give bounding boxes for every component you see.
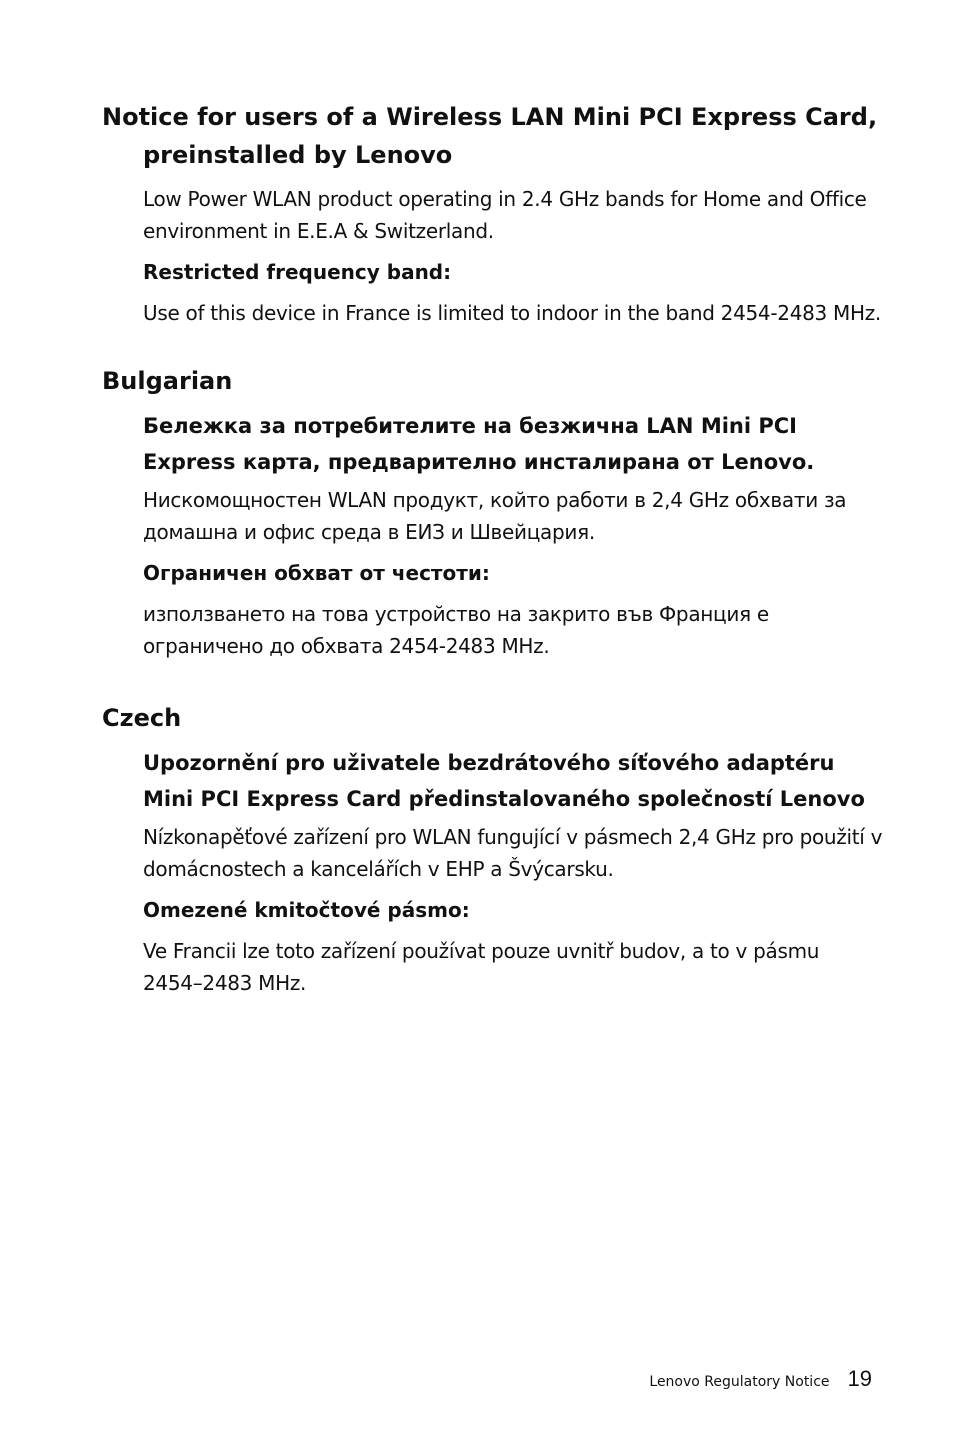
bulgarian-title: Bulgarian [102, 367, 233, 395]
czech-body: Nízkonapěťové zařízení pro WLAN fungující v pásmech 2,4 GHz pro použití v domácnostech a kancelářích v EHP a Švýcarsku. [143, 825, 883, 881]
czech-section [143, 745, 883, 999]
czech-subhead: Upozornění pro uživatele bezdrátového síťového adaptéru Mini PCI Express Card předinstalovaného společností Lenovo [143, 751, 865, 811]
bulgarian-restricted-body: използването на това устройство на закрито във Франция е ограничено до обхвата 2454-2483 MHz. [143, 602, 769, 658]
page-number: 19 [847, 1366, 872, 1391]
notice-heading-line2: preinstalled by Lenovo [143, 141, 453, 169]
notice-heading [102, 98, 902, 174]
czech-restricted-label: Omezené kmitočtové pásmo: [143, 898, 470, 922]
notice-section [143, 183, 883, 329]
notice-body: Low Power WLAN product operating in 2.4 GHz bands for Home and Office environment in E.E.A & Switzerland. [143, 187, 867, 243]
czech-title: Czech [102, 704, 182, 732]
footer-label: Lenovo Regulatory Notice [649, 1374, 830, 1390]
bulgarian-subhead: Бележка за потребителите на безжична LAN Mini PCI Express карта, предварително инсталирана от Lenovo. [143, 414, 815, 474]
bulgarian-restricted-label: Ограничен обхват от честоти: [143, 561, 490, 585]
bulgarian-section [143, 408, 883, 662]
bulgarian-body: Нискомощностен WLAN продукт, който работи в 2,4 GHz обхвати за домашна и офис среда в ЕИЗ и Швейцария. [143, 488, 847, 544]
czech-restricted-body: Ve Francii lze toto zařízení používat pouze uvnitř budov, a to v pásmu 2454–2483 MHz. [143, 939, 820, 995]
notice-restricted-body: Use of this device in France is limited to indoor in the band 2454-2483 MHz. [143, 301, 881, 325]
notice-heading-line1: Notice for users of a Wireless LAN Mini PCI Express Card, [102, 103, 878, 131]
page-footer [649, 1366, 872, 1392]
notice-restricted-label: Restricted frequency band: [143, 260, 452, 284]
